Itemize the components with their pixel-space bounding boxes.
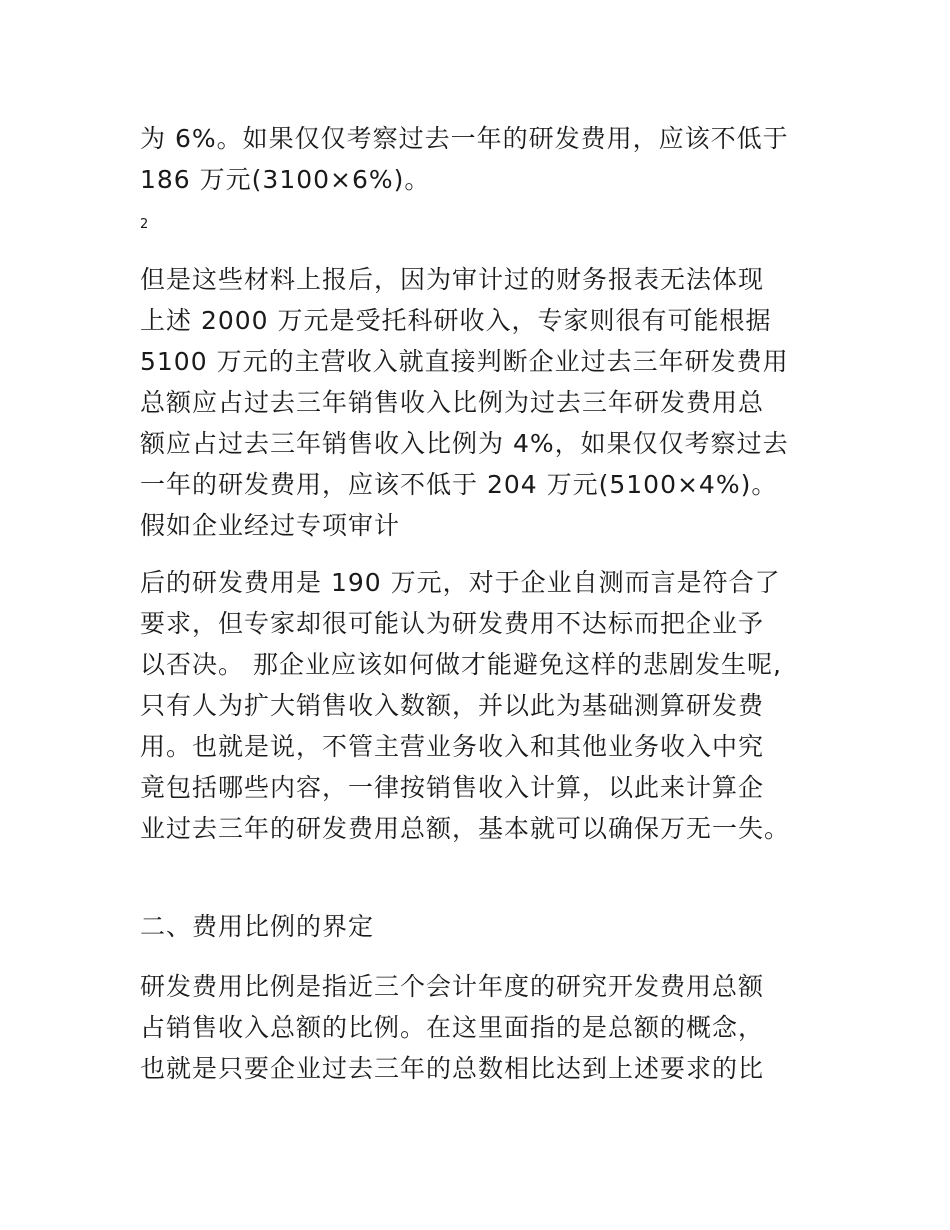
paragraph-line: 为 6%。如果仅仅考察过去一年的研发费用，应该不低于 <box>140 124 789 153</box>
paragraph-2 <box>140 259 820 546</box>
paragraph-line: 总额应占过去三年销售收入比例为过去三年研发费用总 <box>140 388 765 417</box>
paragraph-line: 要求，但专家却很可能认为研发费用不达标而把企业予 <box>140 609 765 638</box>
paragraph-line: 业过去三年的研发费用总额，基本就可以确保万无一失。 <box>140 814 791 843</box>
paragraph-line: 但是这些材料上报后，因为审计过的财务报表无法体现 <box>140 265 765 294</box>
paragraph-4 <box>140 966 820 1089</box>
page-number: 2 <box>140 217 149 232</box>
paragraph-line: 也就是只要企业过去三年的总数相比达到上述要求的比 <box>140 1054 765 1083</box>
paragraph-line: 用。也就是说，不管主营业务收入和其他业务收入中究 <box>140 732 765 761</box>
section-heading: 二、费用比例的界定 <box>140 912 375 941</box>
paragraph-line: 5100 万元的主营收入就直接判断企业过去三年研发费用 <box>140 347 789 376</box>
paragraph-line: 占销售收入总额的比例。在这里面指的是总额的概念， <box>140 1013 765 1042</box>
paragraph-line: 以否决。 那企业应该如何做才能避免这样的悲剧发生呢, <box>140 650 782 679</box>
paragraph-line: 后的研发费用是 190 万元，对于企业自测而言是符合了 <box>140 568 781 597</box>
paragraph-line: 额应占过去三年销售收入比例为 4%，如果仅仅考察过去 <box>140 429 789 458</box>
paragraph-line: 上述 2000 万元是受托科研收入，专家则很有可能根据 <box>140 306 772 335</box>
paragraph-line: 只有人为扩大销售收入数额，并以此为基础测算研发费 <box>140 691 765 720</box>
paragraph-line: 186 万元(3100×6%)。 <box>140 165 431 194</box>
paragraph-1 <box>140 118 820 200</box>
paragraph-line: 假如企业经过专项审计 <box>140 511 401 540</box>
paragraph-line: 一年的研发费用，应该不低于 204 万元(5100×4%)。 <box>140 470 778 499</box>
paragraph-3 <box>140 562 820 849</box>
paragraph-line: 竟包括哪些内容，一律按销售收入计算，以此来计算企 <box>140 773 765 802</box>
paragraph-line: 研发费用比例是指近三个会计年度的研究开发费用总额 <box>140 972 765 1001</box>
